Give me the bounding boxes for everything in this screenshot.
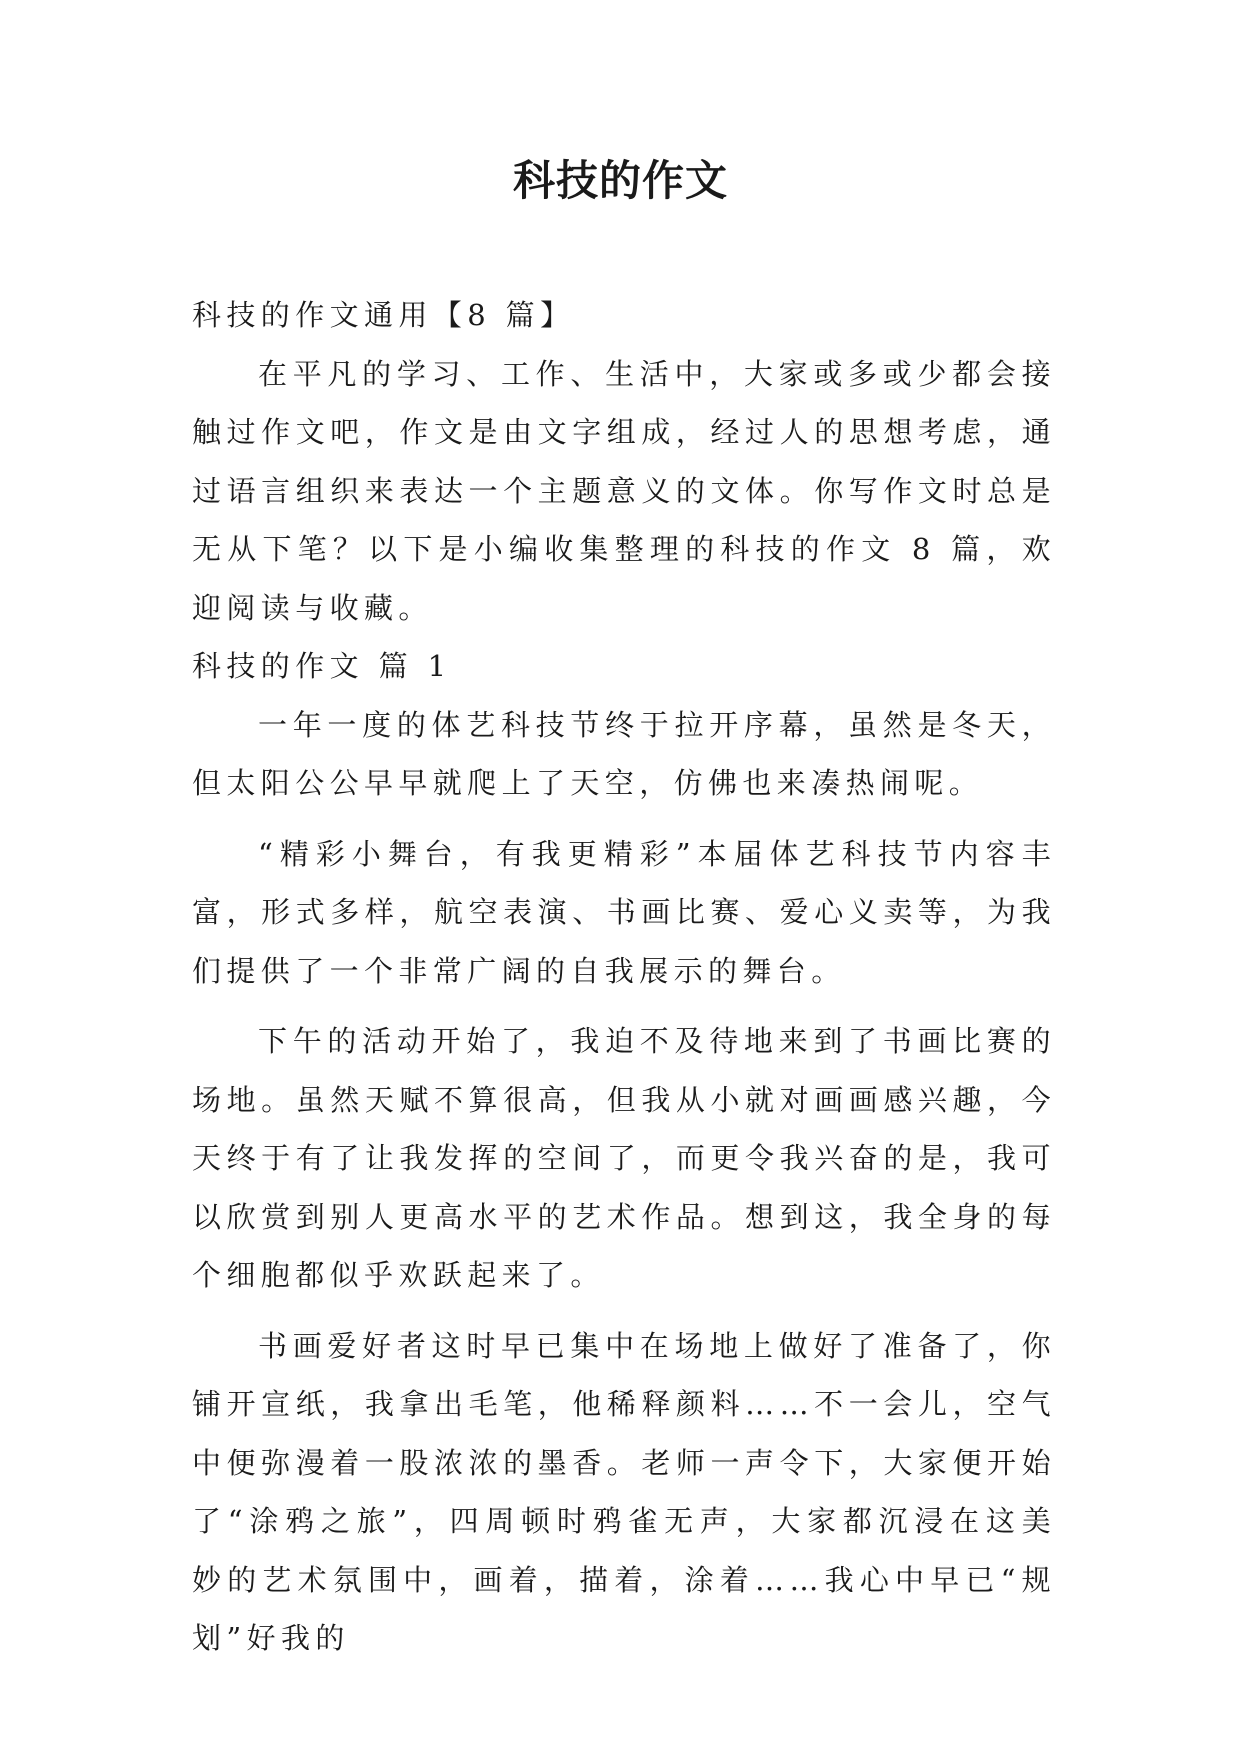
body-paragraph: 一年一度的体艺科技节终于拉开序幕，虽然是冬天，但太阳公公早早就爬上了天空，仿佛也来凑热闹呢。	[192, 707, 1056, 800]
document-title: 科技的作文	[512, 156, 728, 205]
document-body	[192, 286, 1056, 1668]
body-paragraph: 书画爱好者这时早已集中在场地上做好了准备了，你铺开宣纸，我拿出毛笔，他稀释颜料……不一会儿，空气中便弥漫着一股浓浓的墨香。老师一声令下，大家便开始了“涂鸦之旅”，四周顿时鸦雀无声，大家都沉浸在这美妙的艺术氛围中，画着，描着，涂着……我心中早已“规划”好我的	[192, 1328, 1056, 1655]
intro-paragraph: 在平凡的学习、工作、生活中，大家或多或少都会接触过作文吧，作文是由文字组成，经过人的思想考虑，通过语言组织来表达一个主题意义的文体。你写作文时总是无从下笔？以下是小编收集整理的科技的作文 8 篇，欢迎阅读与收藏。	[192, 356, 1056, 625]
section-heading: 科技的作文 篇 1	[192, 649, 452, 683]
body-paragraph: 下午的活动开始了，我迫不及待地来到了书画比赛的场地。虽然天赋不算很高，但我从小就对画画感兴趣，今天终于有了让我发挥的空间了，而更令我兴奋的是，我可以欣赏到别人更高水平的艺术作品。想到这，我全身的每个细胞都似乎欢跃起来了。	[192, 1024, 1056, 1292]
body-paragraph: “精彩小舞台，有我更精彩”本届体艺科技节内容丰富，形式多样，航空表演、书画比赛、爱心义卖等，为我们提供了一个非常广阔的自我展示的舞台。	[192, 836, 1056, 988]
document-subtitle: 科技的作文通用【8 篇】	[192, 298, 575, 332]
